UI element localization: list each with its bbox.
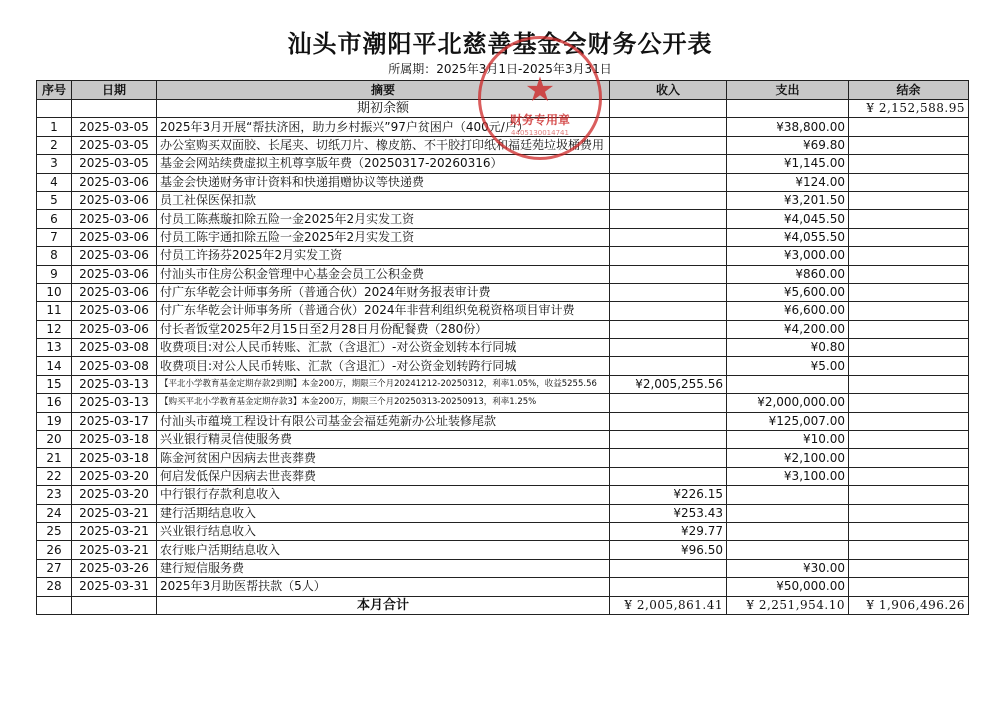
cell-no: 10 xyxy=(37,283,72,301)
cell-no: 21 xyxy=(37,449,72,467)
cell-no: 27 xyxy=(37,559,72,577)
opening-desc: 期初余额 xyxy=(157,100,610,118)
cell-balance xyxy=(849,541,969,559)
cell-desc: 建行活期结息收入 xyxy=(157,504,610,522)
header-desc: 摘要 xyxy=(157,81,610,100)
table-row xyxy=(37,283,969,301)
table-row xyxy=(37,228,969,246)
table-row xyxy=(37,522,969,540)
table-row xyxy=(37,449,969,467)
cell-date: 2025-03-06 xyxy=(72,228,157,246)
table-row xyxy=(37,467,969,485)
cell-desc: 2025年3月开展“帮扶济困，助力乡村振兴”97户贫困户（400元/户） xyxy=(157,118,610,136)
cell-desc: 农行账户活期结息收入 xyxy=(157,541,610,559)
cell-expense xyxy=(727,522,849,540)
cell-no: 28 xyxy=(37,578,72,596)
cell-expense: ¥4,055.50 xyxy=(727,228,849,246)
cell-no: 13 xyxy=(37,339,72,357)
cell-income xyxy=(610,412,727,430)
table-row xyxy=(37,357,969,375)
table-row xyxy=(37,247,969,265)
cell-balance xyxy=(849,578,969,596)
cell-desc: 付员工许扬芬2025年2月实发工资 xyxy=(157,247,610,265)
cell-date: 2025-03-31 xyxy=(72,578,157,596)
cell-income xyxy=(610,302,727,320)
cell-balance xyxy=(849,320,969,338)
cell-expense xyxy=(727,504,849,522)
cell-date: 2025-03-20 xyxy=(72,486,157,504)
cell-desc: 付长者饭堂2025年2月15日至2月28日月份配餐费（280份） xyxy=(157,320,610,338)
seal-text: 财务专用章 xyxy=(509,113,570,127)
cell-desc: 兴业银行精灵信使服务费 xyxy=(157,431,610,449)
cell-no: 2 xyxy=(37,136,72,154)
opening-balance: ¥ 2,152,588.95 xyxy=(849,100,969,118)
cell-desc: 基金会快递财务审计资料和快递捐赠协议等快递费 xyxy=(157,173,610,191)
cell-income xyxy=(610,265,727,283)
seal-code: 4405130014741 xyxy=(511,129,569,137)
cell-expense: ¥30.00 xyxy=(727,559,849,577)
cell-balance xyxy=(849,357,969,375)
cell-no: 25 xyxy=(37,522,72,540)
cell-no: 22 xyxy=(37,467,72,485)
cell-expense: ¥2,100.00 xyxy=(727,449,849,467)
table-row xyxy=(37,155,969,173)
cell-expense: ¥5,600.00 xyxy=(727,283,849,301)
header-date: 日期 xyxy=(72,81,157,100)
cell-no: 16 xyxy=(37,394,72,412)
cell-expense: ¥4,045.50 xyxy=(727,210,849,228)
cell-income xyxy=(610,578,727,596)
cell-date: 2025-03-06 xyxy=(72,283,157,301)
cell-date: 2025-03-06 xyxy=(72,191,157,209)
table-row xyxy=(37,504,969,522)
cell-expense: ¥50,000.00 xyxy=(727,578,849,596)
cell-balance xyxy=(849,559,969,577)
cell-no: 12 xyxy=(37,320,72,338)
cell-desc: 付汕头市蕴境工程设计有限公司基金会福廷苑新办公址装修尾款 xyxy=(157,412,610,430)
table-row xyxy=(37,191,969,209)
cell-no: 8 xyxy=(37,247,72,265)
cell-income xyxy=(610,118,727,136)
cell-income xyxy=(610,320,727,338)
cell-desc: 付员工陈宇通扣除五险一金2025年2月实发工资 xyxy=(157,228,610,246)
cell-desc: 付广东华乾会计师事务所（普通合伙）2024年非营利组织免税资格项目审计费 xyxy=(157,302,610,320)
cell-expense: ¥1,145.00 xyxy=(727,155,849,173)
cell-date: 2025-03-05 xyxy=(72,136,157,154)
cell-balance xyxy=(849,486,969,504)
table-row xyxy=(37,431,969,449)
cell-desc: 员工社保医保扣款 xyxy=(157,191,610,209)
cell-balance xyxy=(849,118,969,136)
cell-date: 2025-03-06 xyxy=(72,320,157,338)
cell-income xyxy=(610,100,727,118)
cell-income xyxy=(610,283,727,301)
cell-date: 2025-03-18 xyxy=(72,431,157,449)
cell-date xyxy=(72,100,157,118)
cell-expense: ¥3,000.00 xyxy=(727,247,849,265)
cell-balance xyxy=(849,191,969,209)
cell-no: 26 xyxy=(37,541,72,559)
cell-income xyxy=(610,431,727,449)
cell-expense: ¥3,100.00 xyxy=(727,467,849,485)
cell-desc: 收费项目:对公人民币转账、汇款（含退汇）-对公资金划转本行同城 xyxy=(157,339,610,357)
cell-desc: 兴业银行结息收入 xyxy=(157,522,610,540)
seal-star-icon: ★ xyxy=(524,70,556,110)
cell-date xyxy=(72,596,157,614)
cell-date: 2025-03-06 xyxy=(72,265,157,283)
table-header-row xyxy=(37,81,969,100)
cell-income xyxy=(610,357,727,375)
cell-expense xyxy=(727,375,849,393)
table-row xyxy=(37,375,969,393)
total-income: ¥ 2,005,861.41 xyxy=(610,596,727,614)
cell-expense: ¥69.80 xyxy=(727,136,849,154)
cell-income xyxy=(610,394,727,412)
cell-no: 1 xyxy=(37,118,72,136)
cell-no: 11 xyxy=(37,302,72,320)
cell-balance xyxy=(849,228,969,246)
cell-income: ¥96.50 xyxy=(610,541,727,559)
cell-desc: 付广东华乾会计师事务所（普通合伙）2024年财务报表审计费 xyxy=(157,283,610,301)
cell-no xyxy=(37,596,72,614)
table-row xyxy=(37,136,969,154)
cell-expense xyxy=(727,100,849,118)
cell-balance xyxy=(849,431,969,449)
table-row xyxy=(37,339,969,357)
cell-balance xyxy=(849,412,969,430)
cell-income: ¥253.43 xyxy=(610,504,727,522)
cell-income xyxy=(610,136,727,154)
table-row xyxy=(37,320,969,338)
header-income: 收入 xyxy=(610,81,727,100)
cell-desc: 付汕头市住房公积金管理中心基金会员工公积金费 xyxy=(157,265,610,283)
cell-desc: 陈金河贫困户因病去世丧葬费 xyxy=(157,449,610,467)
table-row xyxy=(37,412,969,430)
total-expense: ¥ 2,251,954.10 xyxy=(727,596,849,614)
header-balance: 结余 xyxy=(849,81,969,100)
cell-date: 2025-03-17 xyxy=(72,412,157,430)
cell-no: 5 xyxy=(37,191,72,209)
cell-expense xyxy=(727,486,849,504)
cell-desc: 建行短信服务费 xyxy=(157,559,610,577)
cell-date: 2025-03-06 xyxy=(72,302,157,320)
cell-balance xyxy=(849,467,969,485)
cell-desc: 基金会网站续费虚拟主机尊享版年费（20250317-20260316） xyxy=(157,155,610,173)
cell-expense: ¥6,600.00 xyxy=(727,302,849,320)
cell-income xyxy=(610,247,727,265)
cell-expense: ¥0.80 xyxy=(727,339,849,357)
cell-income xyxy=(610,228,727,246)
cell-balance xyxy=(849,210,969,228)
cell-no: 15 xyxy=(37,375,72,393)
cell-balance xyxy=(849,449,969,467)
table-row xyxy=(37,265,969,283)
cell-no: 14 xyxy=(37,357,72,375)
cell-desc: 何启发低保户因病去世丧葬费 xyxy=(157,467,610,485)
total-balance: ¥ 1,906,496.26 xyxy=(849,596,969,614)
cell-desc: 收费项目:对公人民币转账、汇款（含退汇）-对公资金划转跨行同城 xyxy=(157,357,610,375)
cell-income: ¥29.77 xyxy=(610,522,727,540)
cell-desc: 中行银行存款利息收入 xyxy=(157,486,610,504)
cell-no: 23 xyxy=(37,486,72,504)
cell-date: 2025-03-05 xyxy=(72,155,157,173)
cell-date: 2025-03-18 xyxy=(72,449,157,467)
cell-balance xyxy=(849,504,969,522)
table-row xyxy=(37,210,969,228)
opening-balance-row xyxy=(37,100,969,118)
cell-date: 2025-03-06 xyxy=(72,247,157,265)
table-row xyxy=(37,541,969,559)
cell-date: 2025-03-13 xyxy=(72,394,157,412)
cell-balance xyxy=(849,339,969,357)
cell-date: 2025-03-05 xyxy=(72,118,157,136)
cell-balance xyxy=(849,522,969,540)
cell-balance xyxy=(849,155,969,173)
cell-date: 2025-03-21 xyxy=(72,504,157,522)
cell-date: 2025-03-06 xyxy=(72,210,157,228)
cell-balance xyxy=(849,136,969,154)
cell-date: 2025-03-13 xyxy=(72,375,157,393)
cell-balance xyxy=(849,283,969,301)
cell-no: 4 xyxy=(37,173,72,191)
cell-no: 6 xyxy=(37,210,72,228)
cell-no xyxy=(37,100,72,118)
table-row xyxy=(37,302,969,320)
ledger-table xyxy=(36,80,969,615)
cell-no: 3 xyxy=(37,155,72,173)
cell-no: 20 xyxy=(37,431,72,449)
cell-expense: ¥3,201.50 xyxy=(727,191,849,209)
cell-income xyxy=(610,210,727,228)
cell-date: 2025-03-06 xyxy=(72,173,157,191)
cell-no: 9 xyxy=(37,265,72,283)
cell-income xyxy=(610,449,727,467)
cell-date: 2025-03-21 xyxy=(72,541,157,559)
cell-desc: 付员工陈燕璇扣除五险一金2025年2月实发工资 xyxy=(157,210,610,228)
table-row xyxy=(37,578,969,596)
cell-income: ¥2,005,255.56 xyxy=(610,375,727,393)
cell-expense: ¥5.00 xyxy=(727,357,849,375)
page-title: 汕头市潮阳平北慈善基金会财务公开表 xyxy=(287,30,713,58)
cell-date: 2025-03-08 xyxy=(72,339,157,357)
cell-balance xyxy=(849,394,969,412)
cell-desc: 2025年3月助医帮扶款（5人） xyxy=(157,578,610,596)
header-expense: 支出 xyxy=(727,81,849,100)
cell-income xyxy=(610,173,727,191)
table-row xyxy=(37,559,969,577)
cell-balance xyxy=(849,247,969,265)
cell-income: ¥226.15 xyxy=(610,486,727,504)
cell-date: 2025-03-21 xyxy=(72,522,157,540)
cell-no: 24 xyxy=(37,504,72,522)
cell-date: 2025-03-26 xyxy=(72,559,157,577)
cell-expense: ¥124.00 xyxy=(727,173,849,191)
cell-income xyxy=(610,559,727,577)
cell-expense: ¥38,800.00 xyxy=(727,118,849,136)
total-desc: 本月合计 xyxy=(157,596,610,614)
cell-income xyxy=(610,339,727,357)
cell-expense: ¥4,200.00 xyxy=(727,320,849,338)
cell-balance xyxy=(849,173,969,191)
cell-expense: ¥125,007.00 xyxy=(727,412,849,430)
period-label: 所属期：2025年3月1日-2025年3月31日 xyxy=(388,62,612,76)
cell-expense: ¥860.00 xyxy=(727,265,849,283)
table-row xyxy=(37,173,969,191)
cell-income xyxy=(610,467,727,485)
header-no: 序号 xyxy=(37,81,72,100)
cell-expense xyxy=(727,541,849,559)
cell-date: 2025-03-20 xyxy=(72,467,157,485)
monthly-total-row xyxy=(37,596,969,614)
cell-balance xyxy=(849,302,969,320)
cell-desc: 办公室购买双面胶、长尾夹、切纸刀片、橡皮筋、不干胶打印纸和福廷苑垃圾桶费用 xyxy=(157,136,610,154)
cell-desc: 【平北小学教育基金定期存款2到期】本金200万，期限三个月20241212-20250312，利率1.05%，收益5255.56 xyxy=(157,375,610,393)
cell-balance xyxy=(849,375,969,393)
table-row xyxy=(37,486,969,504)
cell-no: 7 xyxy=(37,228,72,246)
cell-income xyxy=(610,155,727,173)
cell-no: 19 xyxy=(37,412,72,430)
table-row xyxy=(37,118,969,136)
cell-desc: 【购买平北小学教育基金定期存款3】本金200万，期限三个月20250313-20250913，利率1.25% xyxy=(157,394,610,412)
table-row xyxy=(37,394,969,412)
cell-expense: ¥10.00 xyxy=(727,431,849,449)
cell-date: 2025-03-08 xyxy=(72,357,157,375)
cell-income xyxy=(610,191,727,209)
cell-expense: ¥2,000,000.00 xyxy=(727,394,849,412)
cell-balance xyxy=(849,265,969,283)
